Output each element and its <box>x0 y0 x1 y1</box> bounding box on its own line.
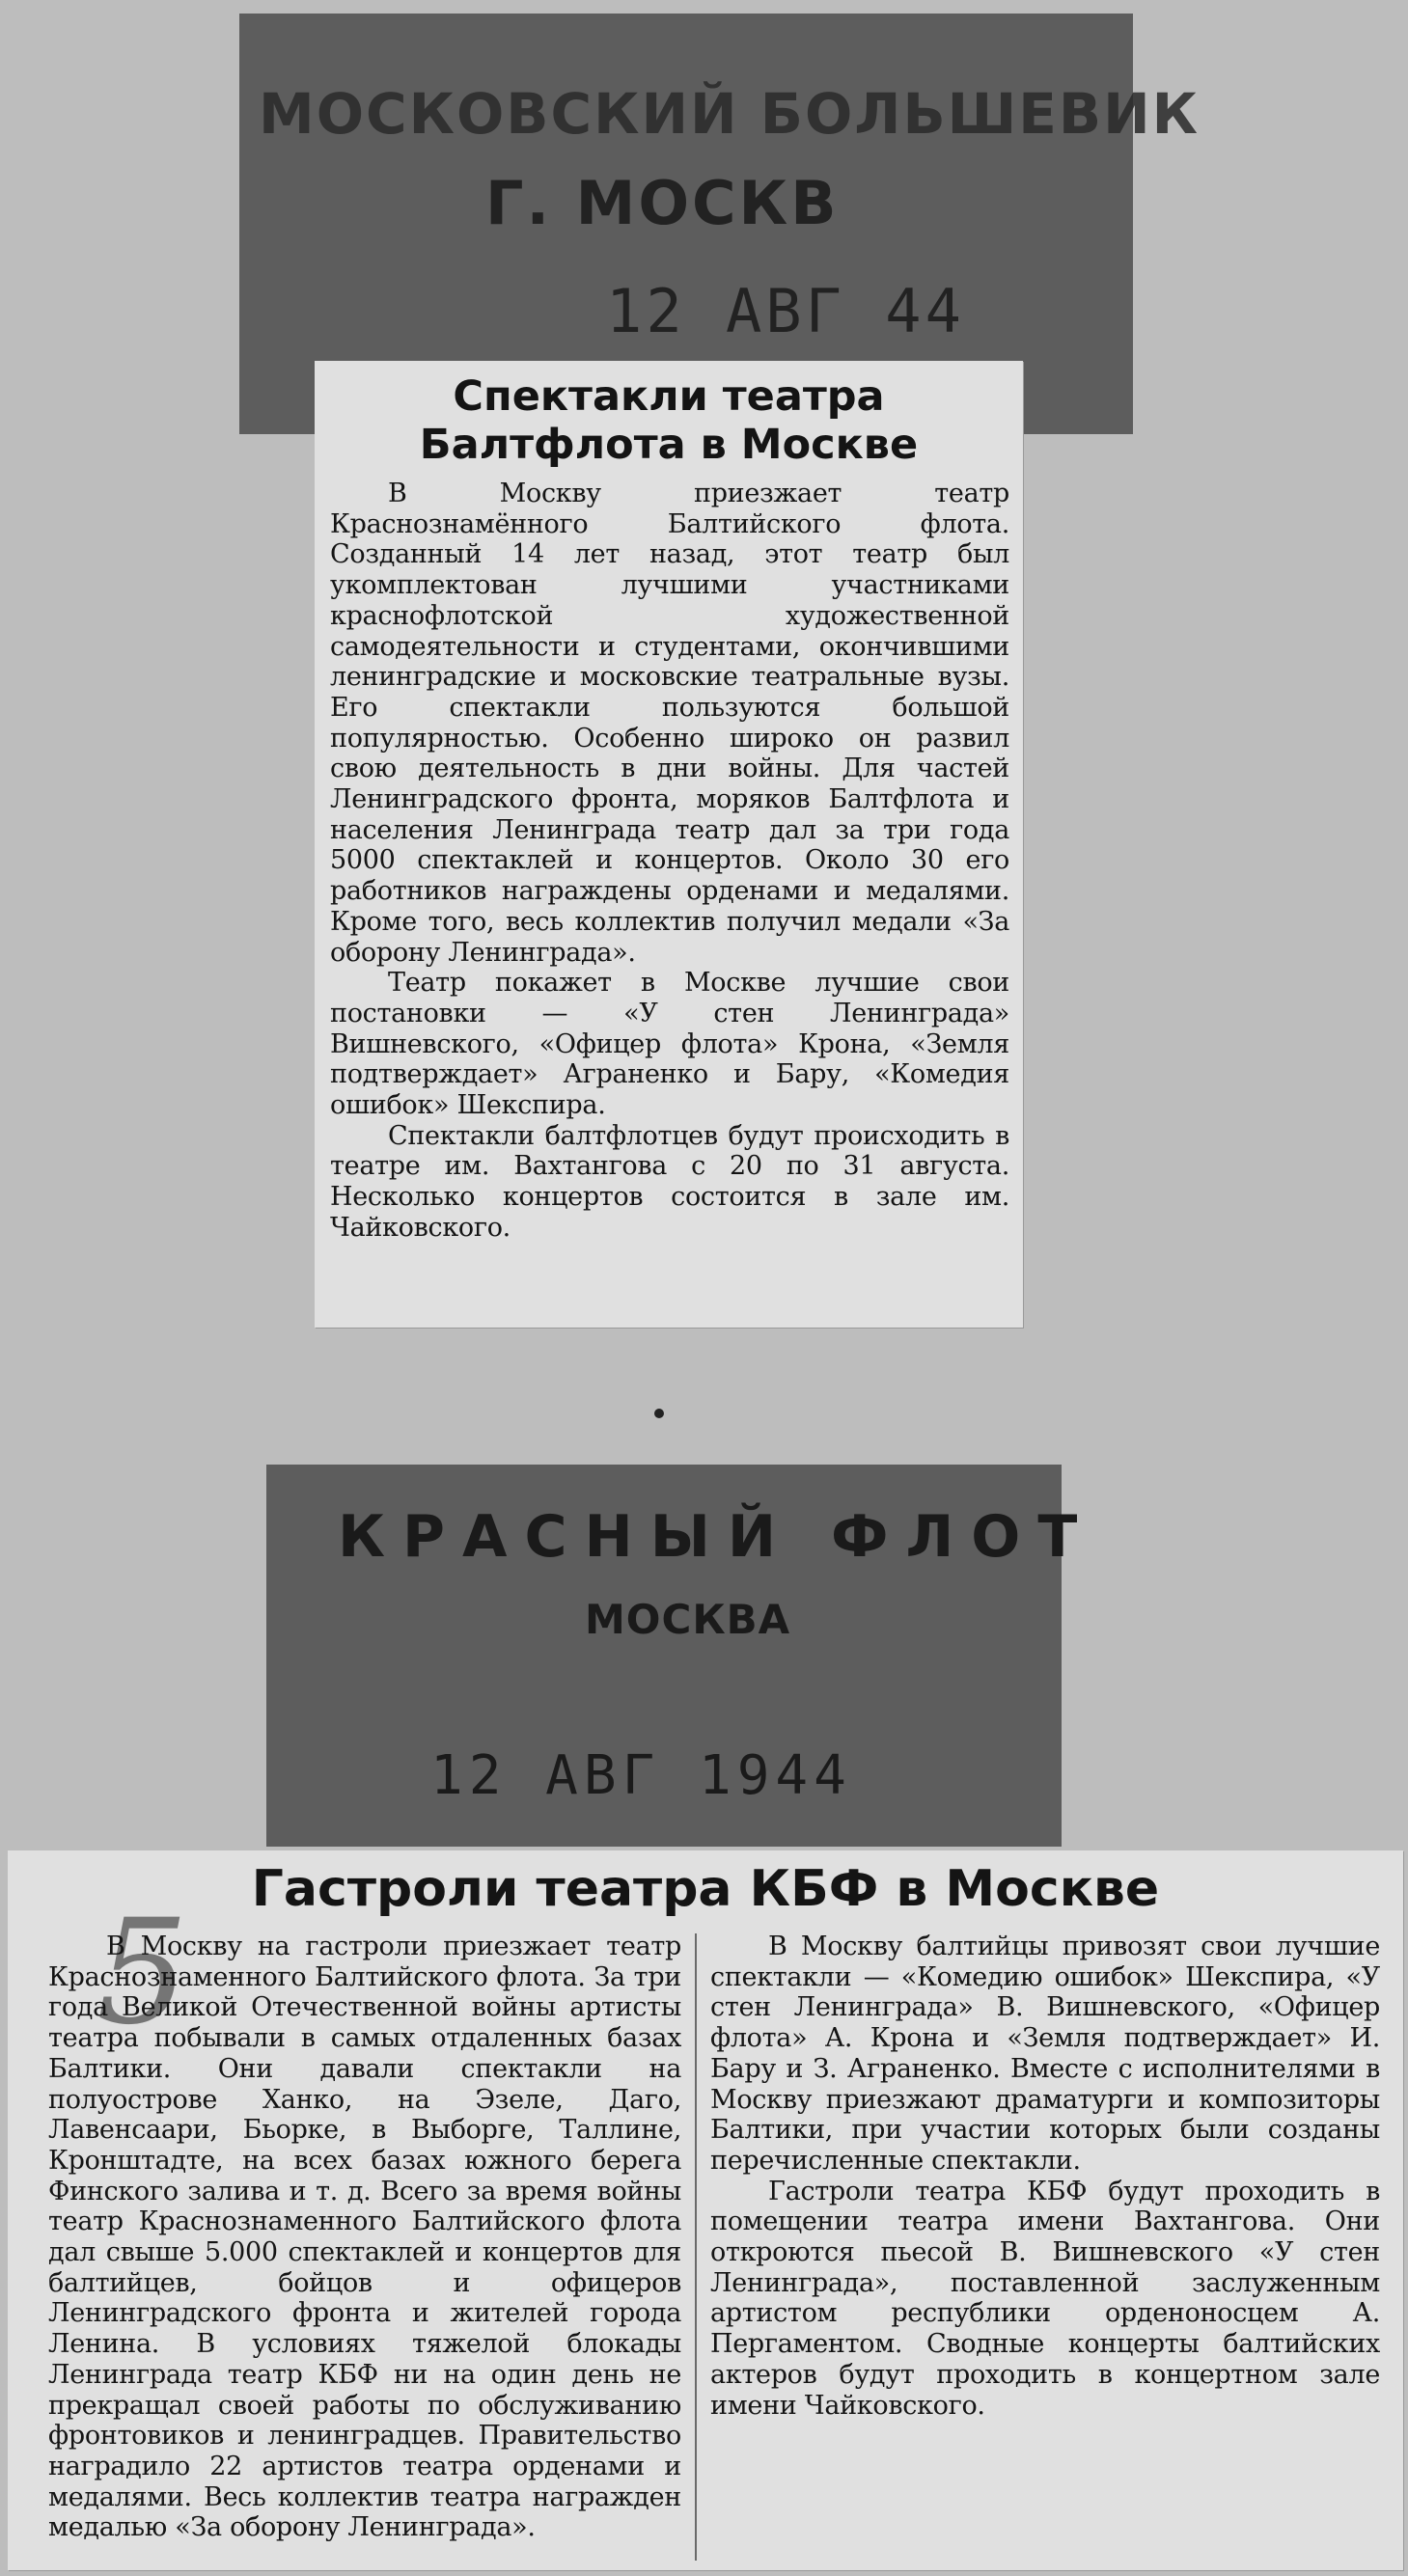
column-divider <box>695 1933 697 2561</box>
stamp-city: Г. МОСКВ <box>485 168 840 238</box>
article1-paragraph: В Москву приезжает театр Краснознамённого Балтийского флота. Созданный 14 лет назад, этот театр был укомплектован лучшими участниками краснофлотской художественной самодеятельности и студентами, окончившими ленинградские и московские театральные вузы. Его спектакли пользуются большой популярностью. Особенно широко он развил свою деятельность в дни войны. Для частей Ленинградского фронта, моряков Балтфлота и населения Ленинграда театр дал за три года 5000 спектаклей и концертов. Около 30 его работников награждены орденами и медалями. Кроме того, весь коллектив получил медали «За оборону Ленинграда». <box>330 479 1009 968</box>
article1-paragraph: Театр покажет в Москве лучшие свои постановки — «У стен Ленинграда» Вишневского, «Офицер флота» Крона, «Земля подтверждает» Аграненко и Бару, «Комедия ошибок» Шекспира. <box>330 968 1009 1121</box>
stamp-date: 12 АВГ 44 <box>606 276 965 346</box>
article1-headline-line1: Спектакли театра <box>453 372 885 421</box>
stamp-newspaper-name: МОСКОВСКИЙ БОЛЬШЕВИК <box>259 81 1201 147</box>
newspaper-stamp-krasny-flot <box>266 1465 1095 1847</box>
article-clipping-1 <box>315 361 1023 1328</box>
article2-column-2 <box>710 1932 1380 2421</box>
article2-paragraph: В Москву на гастроли приезжает театр Краснознаменного Балтийского флота. За три года Великой Отечественной войны артисты театра побывали в самых отдаленных базах Балтики. Они давали спектакли на полуострове Ханко, на Эзеле, Даго, Лавенсаари, Бьорке, в Выборге, Таллине, Кронштадте, на всех базах южного берега Финского залива и т. д. Всего за время войны театр Краснознаменного Балтийского флота дал свыше 5.000 спектаклей и концертов для балтийцев, бойцов и офицеров Ленинградского фронта и жителей города Ленина. В условиях тяжелой блокады Ленинграда театр КБФ ни на один день не прекращал своей работы по обслуживанию фронтовиков и ленинградцев. Правительство наградило 22 артистов театра орденами и медалями. Весь коллектив театра награжден медалью «За оборону Ленинграда». <box>48 1932 681 2543</box>
stamp-date: 12 АВГ 1944 <box>430 1744 852 1807</box>
ink-dot <box>654 1409 664 1418</box>
stamp-city: МОСКВА <box>585 1596 791 1643</box>
article1-paragraph: Спектакли балтфлотцев будут происходить в театре им. Вахтангова с 20 по 31 августа. Несколько концертов состоится в зале им. Чайковского. <box>330 1120 1009 1243</box>
stamp-newspaper-name: КРАСНЫЙ ФЛОТ <box>338 1503 1095 1571</box>
article1-body <box>330 479 1009 1244</box>
article2-paragraph: В Москву балтийцы привозят свои лучшие спектакли — «Комедию ошибок» Шекспира, «У стен Ленинграда» В. Вишневского, «Офицер флота» А. Крона и «Земля подтверждает» И. Бару и З. Аграненко. Вместе с исполнителями в Москву приезжают драматурги и композиторы Балтики, при участии которых были созданы перечисленные спектакли. <box>710 1932 1380 2176</box>
article-clipping-2 <box>8 1850 1403 2570</box>
article2-headline: Гастроли театра КБФ в Москве <box>251 1860 1160 1918</box>
article2-column-1 <box>48 1932 681 2543</box>
article1-headline-line2: Балтфлота в Москве <box>419 421 919 469</box>
article2-paragraph: Гастроли театра КБФ будут проходить в помещении театра имени Вахтангова. Они откроются пьесой В. Вишневского «У стен Ленинграда», поставленной заслуженным артистом республики орденоносцем А. Пергаментом. Сводные концерты балтийских актеров будут проходить в концертном зале имени Чайковского. <box>710 2176 1380 2421</box>
handwritten-folio-number: 5 <box>97 1889 189 2057</box>
